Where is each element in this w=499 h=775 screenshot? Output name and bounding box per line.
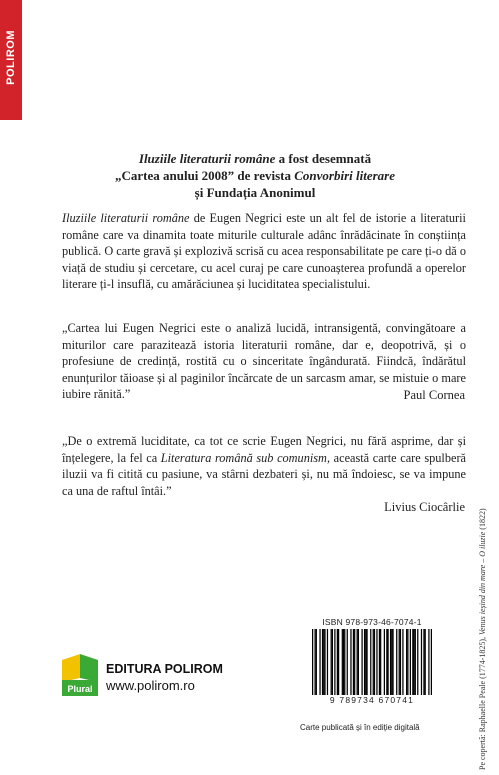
- barcode-bar: [412, 629, 413, 695]
- barcode-bar: [366, 629, 367, 695]
- barcode-bar: [384, 629, 385, 695]
- quote-ciocarlie: [62, 433, 466, 499]
- barcode-bar: [316, 629, 317, 695]
- barcode-bar: [338, 629, 339, 695]
- barcode-digits: 9 789734 670741: [329, 695, 415, 705]
- barcode-bar: [343, 629, 344, 695]
- barcode-bar: [399, 629, 400, 695]
- barcode-bar: [370, 629, 371, 695]
- barcode-bar: [314, 629, 315, 695]
- barcode-bar: [425, 629, 426, 695]
- barcode-bar: [415, 629, 416, 695]
- barcode-bar: [324, 629, 325, 695]
- barcode-bar: [428, 629, 429, 695]
- barcode-bar: [332, 629, 333, 695]
- barcode-bar: [354, 629, 355, 695]
- barcode-bar: [347, 629, 348, 695]
- barcode-bar: [374, 629, 375, 695]
- barcode-bar: [344, 629, 345, 695]
- plural-logo: [60, 652, 100, 698]
- award-announcement: [40, 150, 470, 201]
- barcode-bar: [417, 629, 418, 695]
- cover-credit-prefix: Pe copertă: Raphaelle Peale (1774-1825),: [478, 634, 487, 770]
- award-book-title: Iluziile literaturii române: [138, 151, 276, 166]
- quote-cornea: „Cartea lui Eugen Negrici este o analiză lucidă, intransigentă, convingătoare a miturilor care parazitează istoria literaturii române, dar e, deopotrivă, și o profesiune de credință, rostită cu o sinceritate îngândurată. Fiindcă, îndărătul enunțurilor tăioase și al paginilor încărcate de un sarcasm amar, se mistuie o mare iubire rănită.”: [62, 321, 466, 402]
- barcode-bar: [386, 629, 387, 695]
- cover-credit: [478, 470, 487, 770]
- award-line-1-text: a fost desemnată: [275, 151, 372, 166]
- barcode-bar: [413, 629, 414, 695]
- barcode-bar: [423, 629, 424, 695]
- award-magazine-title: Convorbiri literare: [294, 168, 395, 183]
- barcode-bar: [391, 629, 392, 695]
- barcode-block: [302, 617, 442, 705]
- quote-author-ciocarlie: Livius Ciocârlie: [384, 500, 465, 514]
- barcode-bar: [376, 629, 377, 695]
- barcode-bar: [323, 629, 324, 695]
- barcode-bar: [431, 629, 432, 695]
- barcode-bar: [350, 629, 351, 695]
- barcode-bar: [406, 629, 407, 695]
- description-text: de Eugen Negrici este un alt fel de istorie a literaturii române care va dinamita toate miturile culturale adânc înrădăcinate în conștiința publică. O carte gravă și explozivă scrisă cu acea responsabilitate pe care ți-o dă o viață de studiu și cercetare, cu acel curaj pe care cunoașterea profundă a operelor literare ți-l insuflă, cu amărăciunea și luciditatea specialistului.: [62, 211, 466, 292]
- barcode-bar: [319, 629, 320, 695]
- description-book-title: Iluziile literaturii române: [62, 211, 190, 225]
- barcode-bar: [334, 629, 335, 695]
- publisher-url: www.polirom.ro: [106, 678, 195, 693]
- quote-ciocarlie-text-a: „De o extremă luciditate, ca tot ce scrie Eugen Negrici, nu fără asprime, dar și înțelegere, la fel ca: [62, 434, 466, 465]
- barcode-bar: [361, 629, 362, 695]
- quote-author-cornea: Paul Cornea: [403, 388, 465, 402]
- barcode-bar: [402, 629, 403, 695]
- barcode-bar: [322, 629, 323, 695]
- barcode-bar: [392, 629, 393, 695]
- barcode-bar: [312, 629, 313, 695]
- polirom-side-tab: [0, 0, 22, 120]
- barcode-bar: [400, 629, 401, 695]
- barcode-bar: [327, 629, 328, 695]
- barcode-icon: [312, 629, 432, 695]
- barcode-bar: [358, 629, 359, 695]
- barcode-bar: [387, 629, 388, 695]
- barcode-bar: [373, 629, 374, 695]
- isbn-text: ISBN 978-973-46-7074-1: [322, 617, 422, 627]
- award-line-3: și Fundația Anonimul: [194, 185, 316, 200]
- barcode-bar: [379, 629, 380, 695]
- barcode-bar: [410, 629, 411, 695]
- plural-logo-text: Plural: [67, 684, 93, 694]
- barcode-bar: [342, 629, 343, 695]
- barcode-bar: [421, 629, 422, 695]
- barcode-bar: [396, 629, 397, 695]
- book-description: [62, 210, 466, 293]
- award-line-2-text: „Cartea anului 2008” de revista: [115, 168, 295, 183]
- quote-ciocarlie-italic-title: Literatura română sub comunism,: [160, 450, 331, 465]
- barcode-bar: [353, 629, 354, 695]
- barcode-bar: [380, 629, 381, 695]
- quote-ciocarlie-text-b: această carte care spulberă iluzii va fi citită cu pasiune, va stârni dezbateri și, nu mă îndoiesc, se va impune ca una de raftul întâi.”: [62, 450, 466, 498]
- barcode-bar: [364, 629, 365, 695]
- barcode-bar: [357, 629, 358, 695]
- barcode-bar: [390, 629, 391, 695]
- publisher-block: [60, 652, 250, 700]
- award-line-1: [40, 150, 470, 167]
- cover-credit-suffix: (1822): [478, 508, 487, 532]
- barcode-bar: [365, 629, 366, 695]
- publisher-name: EDITURA POLIROM: [106, 662, 223, 676]
- barcode-bar: [407, 629, 408, 695]
- polirom-tab-label: POLIROM: [5, 30, 17, 85]
- digital-edition-note: Carte publicată și în ediție digitală: [300, 723, 420, 732]
- plural-logo-icon: [60, 652, 100, 698]
- award-line-2: [40, 167, 470, 184]
- cover-credit-title: Venus ieșind din mare – O iluzie: [478, 531, 487, 635]
- barcode-bar: [337, 629, 338, 695]
- barcode-bar: [331, 629, 332, 695]
